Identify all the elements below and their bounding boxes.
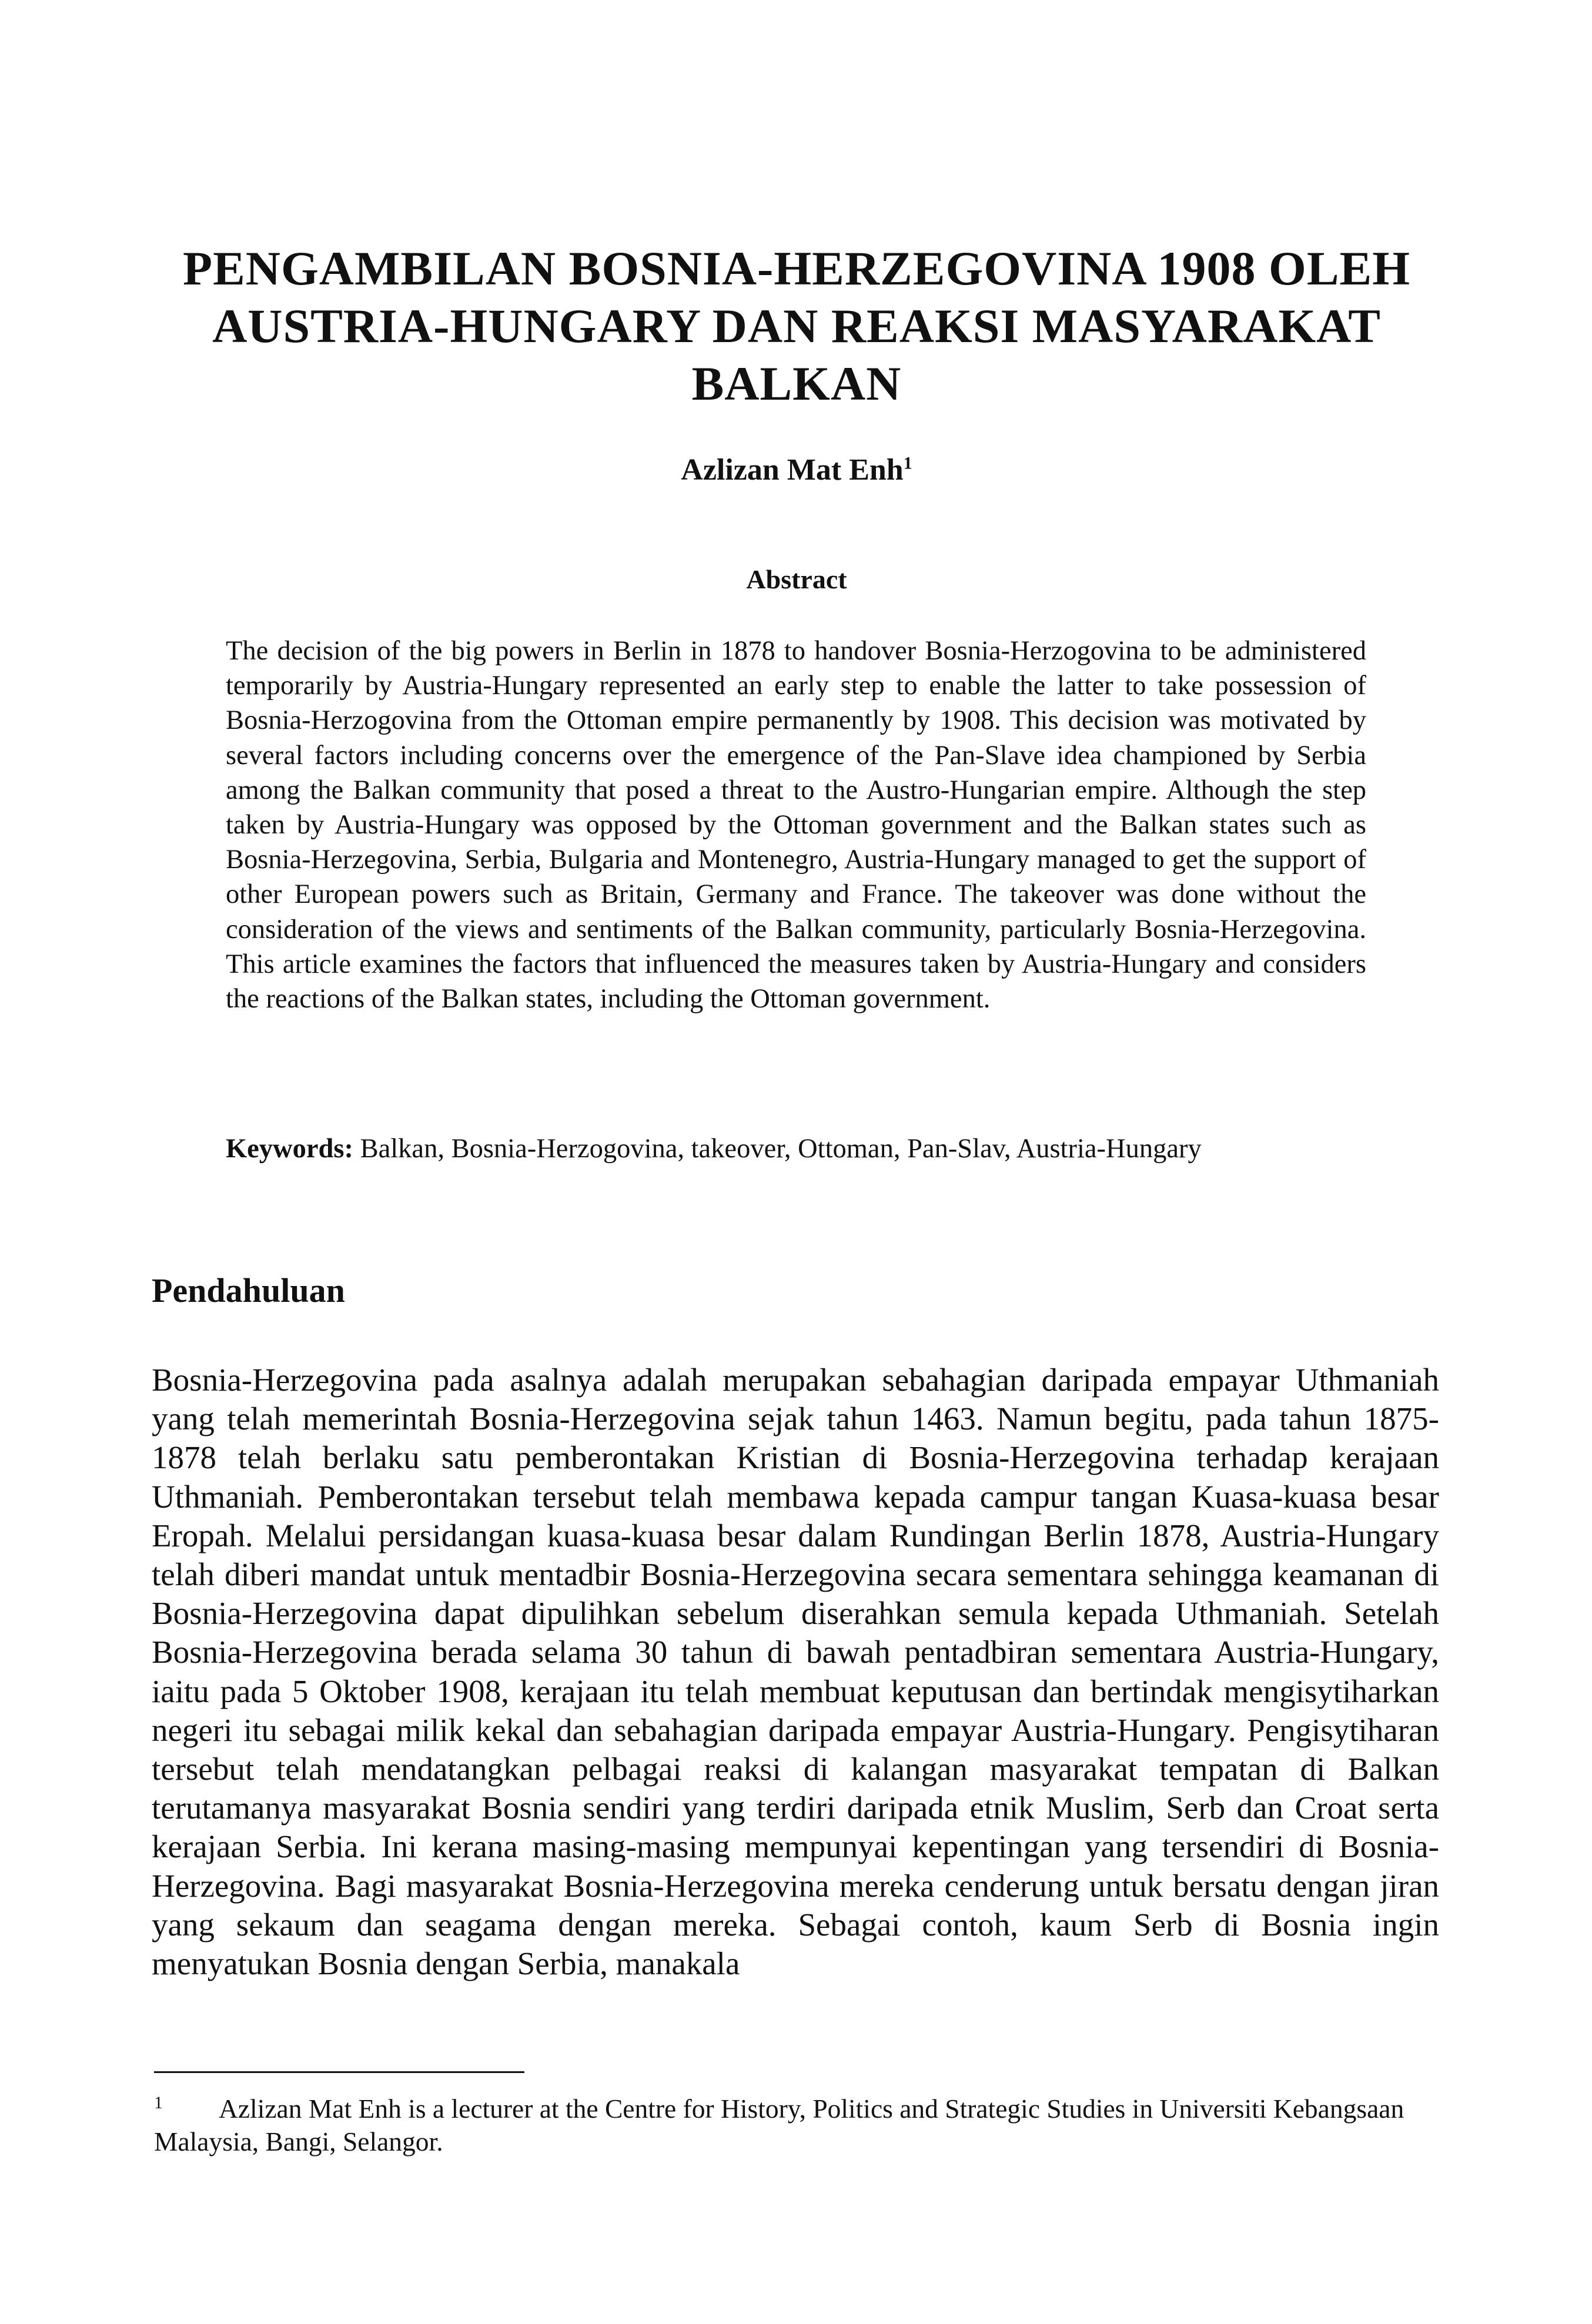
author-footnote-mark: 1 [903, 453, 912, 473]
title-line-1: PENGAMBILAN BOSNIA-HERZEGOVINA 1908 OLEH [183, 242, 1410, 295]
section-body-text: Bosnia-Herzegovina pada asalnya adalah merupakan sebahagian daripada empayar Uthmaniah yang telah memerintah Bosnia-Herzegovina sejak tahun 1463. Namun begitu, pada tahun 1875-1878 telah berlaku satu pemberontakan Kristian di Bosnia-Herzegovina terhadap kerajaan Uthmaniah. Pemberontakan tersebut telah membawa kepada campur tangan Kuasa-kuasa besar Eropah. Melalui persidangan kuasa-kuasa besar dalam Rundingan Berlin 1878, Austria-Hungary telah diberi mandat untuk mentadbir Bosnia-Herzegovina secara sementara sehingga keamanan di Bosnia-Herzegovina dapat dipulihkan sebelum diserahkan semula kepada Uthmaniah. Setelah Bosnia-Herzegovina berada selama 30 tahun di bawah pentadbiran sementara Austria-Hungary, iaitu pada 5 Oktober 1908, kerajaan itu telah membuat keputusan dan bertindak mengisytiharkan negeri itu sebagai milik kekal dan sebahagian daripada empayar Austria-Hungary. Pengisytiharan tersebut telah mendatangkan pelbagai reaksi di kalangan masyarakat tempatan di Balkan terutamanya masyarakat Bosnia sendiri yang terdiri daripada etnik Muslim, Serb dan Croat serta kerajaan Serbia. Ini kerana masing-masing mempunyai kepentingan yang tersendiri di Bosnia-Herzegovina. Bagi masyarakat Bosnia-Herzegovina mereka cenderung untuk bersatu dengan jiran yang sekaum dan seagama dengan mereka. Sebagai contoh, kaum Serb di Bosnia ingin menyatukan Bosnia dengan Serbia, manakala [152, 1362, 1439, 1982]
footnote-divider [154, 2071, 524, 2073]
abstract-text: The decision of the big powers in Berlin in 1878 to handover Bosnia-Herzogovina to be administered temporarily by Austria-Hungary represented an early step to enable the latter to take possession of Bosnia-Herzogovina from the Ottoman empire permanently by 1908. This decision was motivated by several factors including concerns over the emergence of the Pan-Slave idea championed by Serbia among the Balkan community that posed a threat to the Austro-Hungarian empire. Although the step taken by Austria-Hungary was opposed by the Ottoman government and the Balkan states such as Bosnia-Herzegovina, Serbia, Bulgaria and Montenegro, Austria-Hungary managed to get the support of other European powers such as Britain, Germany and France. The takeover was done without the consideration of the views and sentiments of the Balkan community, particularly Bosnia-Herzegovina. This article examines the factors that influenced the measures taken by Austria-Hungary and considers the reactions of the Balkan states, including the Ottoman government. [226, 636, 1366, 1014]
keywords-label: Keywords: [226, 1134, 353, 1164]
footnote-text: Azlizan Mat Enh is a lecturer at the Centre for History, Politics and Strategic Studies in Universiti Kebangsaan Malaysia, Bangi, Selangor. [154, 2094, 1404, 2156]
title-line-3: BALKAN [691, 357, 902, 410]
keywords [226, 1131, 1366, 1166]
title-line-2: AUSTRIA-HUNGARY DAN REAKSI MASYARAKAT [212, 299, 1381, 353]
article-title [147, 240, 1446, 413]
author-name: Azlizan Mat Enh [681, 453, 904, 487]
keywords-list: Balkan, Bosnia-Herzogovina, takeover, Ottoman, Pan-Slav, Austria-Hungary [360, 1134, 1202, 1164]
section-heading: Pendahuluan [152, 1271, 345, 1310]
author-byline [147, 450, 1446, 491]
abstract-heading: Abstract [746, 564, 847, 594]
footnote: 1 Azlizan Mat Enh is a lecturer at the Centre for History, Politics and Strategic Studies in Universiti Kebangsaan Malaysia, Bangi, Selangor. [154, 2092, 1404, 2156]
